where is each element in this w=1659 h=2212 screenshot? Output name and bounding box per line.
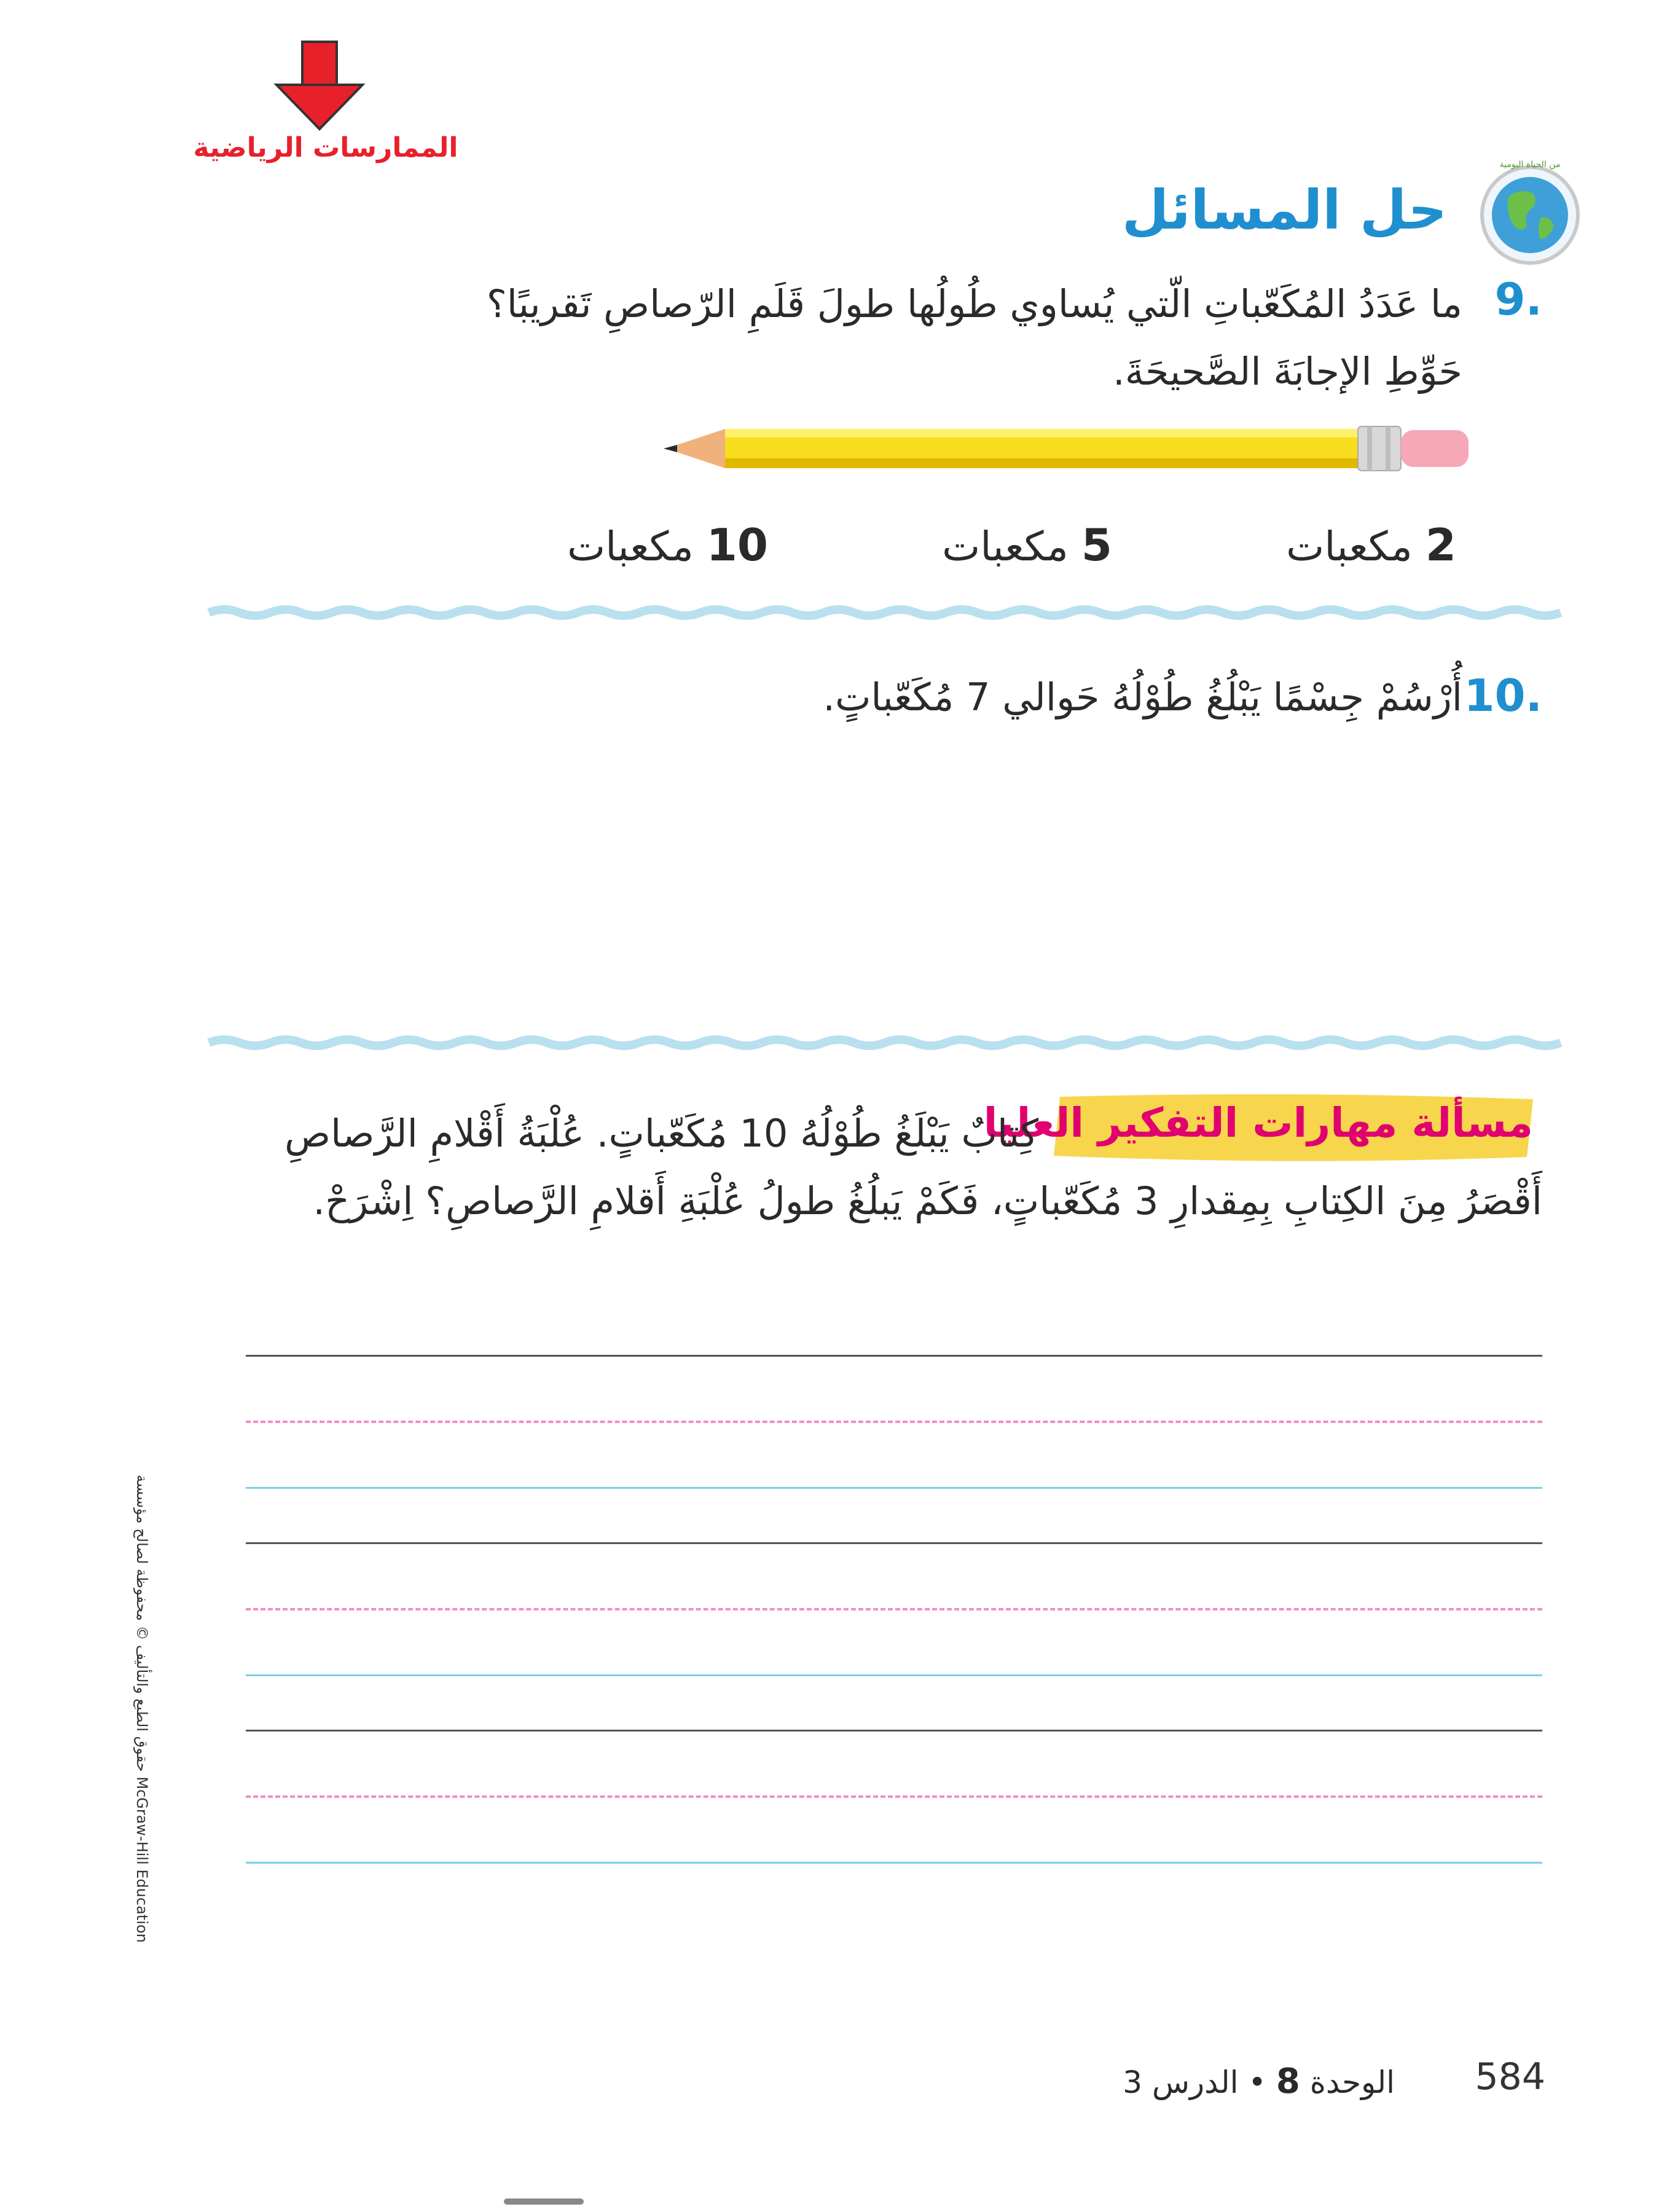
unit-label: الوحدة — [1309, 2065, 1395, 2100]
unit-number: 8 — [1276, 2061, 1300, 2101]
copyright-credit — [120, 1475, 151, 1966]
writing-line-top — [246, 1542, 1542, 1544]
choice-value: 2 — [1425, 519, 1456, 571]
writing-line-mid — [246, 1608, 1542, 1610]
question-10-number: 10. — [1464, 670, 1542, 721]
question-9-line-1: ما عَدَدُ المُكَعّباتِ الّتي يُساوي طُولُها طولَ قَلَمِ الرّصاصِ تَقريبًا؟ — [486, 281, 1462, 326]
choice-5-cubes[interactable] — [942, 519, 1112, 571]
pencil-illustration — [664, 418, 1475, 479]
section-title: حل المسائل — [1122, 178, 1447, 241]
globe-icon — [1472, 154, 1588, 270]
home-indicator[interactable] — [504, 2198, 584, 2205]
question-9-line-2: حَوِّطِ الإجابَةَ الصَّحيحَةَ. — [1113, 349, 1462, 394]
writing-line-base — [246, 1862, 1542, 1864]
choice-unit: مكعبات — [942, 523, 1069, 570]
section-divider — [209, 1035, 1561, 1050]
choice-unit: مكعبات — [1286, 523, 1413, 570]
separator: • — [1248, 2065, 1266, 2100]
question-9-number: 9. — [1494, 273, 1542, 325]
hots-label: مسألة مهارات التفكير العليا — [983, 1099, 1533, 1147]
lesson-number: 3 — [1123, 2065, 1143, 2100]
choice-value: 5 — [1081, 519, 1112, 571]
section-divider — [209, 605, 1561, 620]
choice-2-cubes[interactable] — [1286, 519, 1456, 571]
writing-line-top — [246, 1730, 1542, 1732]
choice-value: 10 — [706, 519, 768, 571]
hots-body: كِتابٌ يَبْلَغُ طُوْلُهُ 10 مُكَعّباتٍ. عُلْبَةُ أَقْلامِ الرَّصاصِ أَقْصَرُ مِنَ الكِتابِ بِمِقدارِ 3 مُكَعّباتٍ، فَكَمْ يَبلُغُ طولُ عُلْبَةِ أَقلامِ الرَّصاصِ؟ اِشْرَحْ. — [284, 1111, 1542, 1223]
choice-unit: مكعبات — [567, 523, 694, 570]
lesson-label: الدرس — [1151, 2065, 1239, 2100]
writing-line-mid — [246, 1421, 1542, 1423]
question-10-text: أُرْسُمْ جِسْمًا يَبْلُغُ طُوْلُهُ حَوالي 7 مُكَعّباتٍ. — [823, 675, 1462, 720]
writing-line-base — [246, 1487, 1542, 1489]
question-9-text — [111, 270, 1462, 406]
writing-line-top — [246, 1355, 1542, 1357]
choice-10-cubes[interactable] — [567, 519, 768, 571]
copyright-text: حقوق الطبع والتأليف © محفوظة لصالح مؤسسة McGraw-Hill Education — [133, 1475, 151, 1943]
hots-problem-text — [221, 1100, 1542, 1235]
math-practices-label: الممارسات الرياضية — [193, 132, 458, 163]
writing-line-base — [246, 1674, 1542, 1676]
writing-line-mid — [246, 1795, 1542, 1798]
down-arrow-icon — [270, 37, 369, 135]
daily-life-label: من الحياة اليومية — [1499, 160, 1561, 170]
page-number: 584 — [1475, 2055, 1545, 2098]
footer-lesson — [1123, 2061, 1395, 2101]
